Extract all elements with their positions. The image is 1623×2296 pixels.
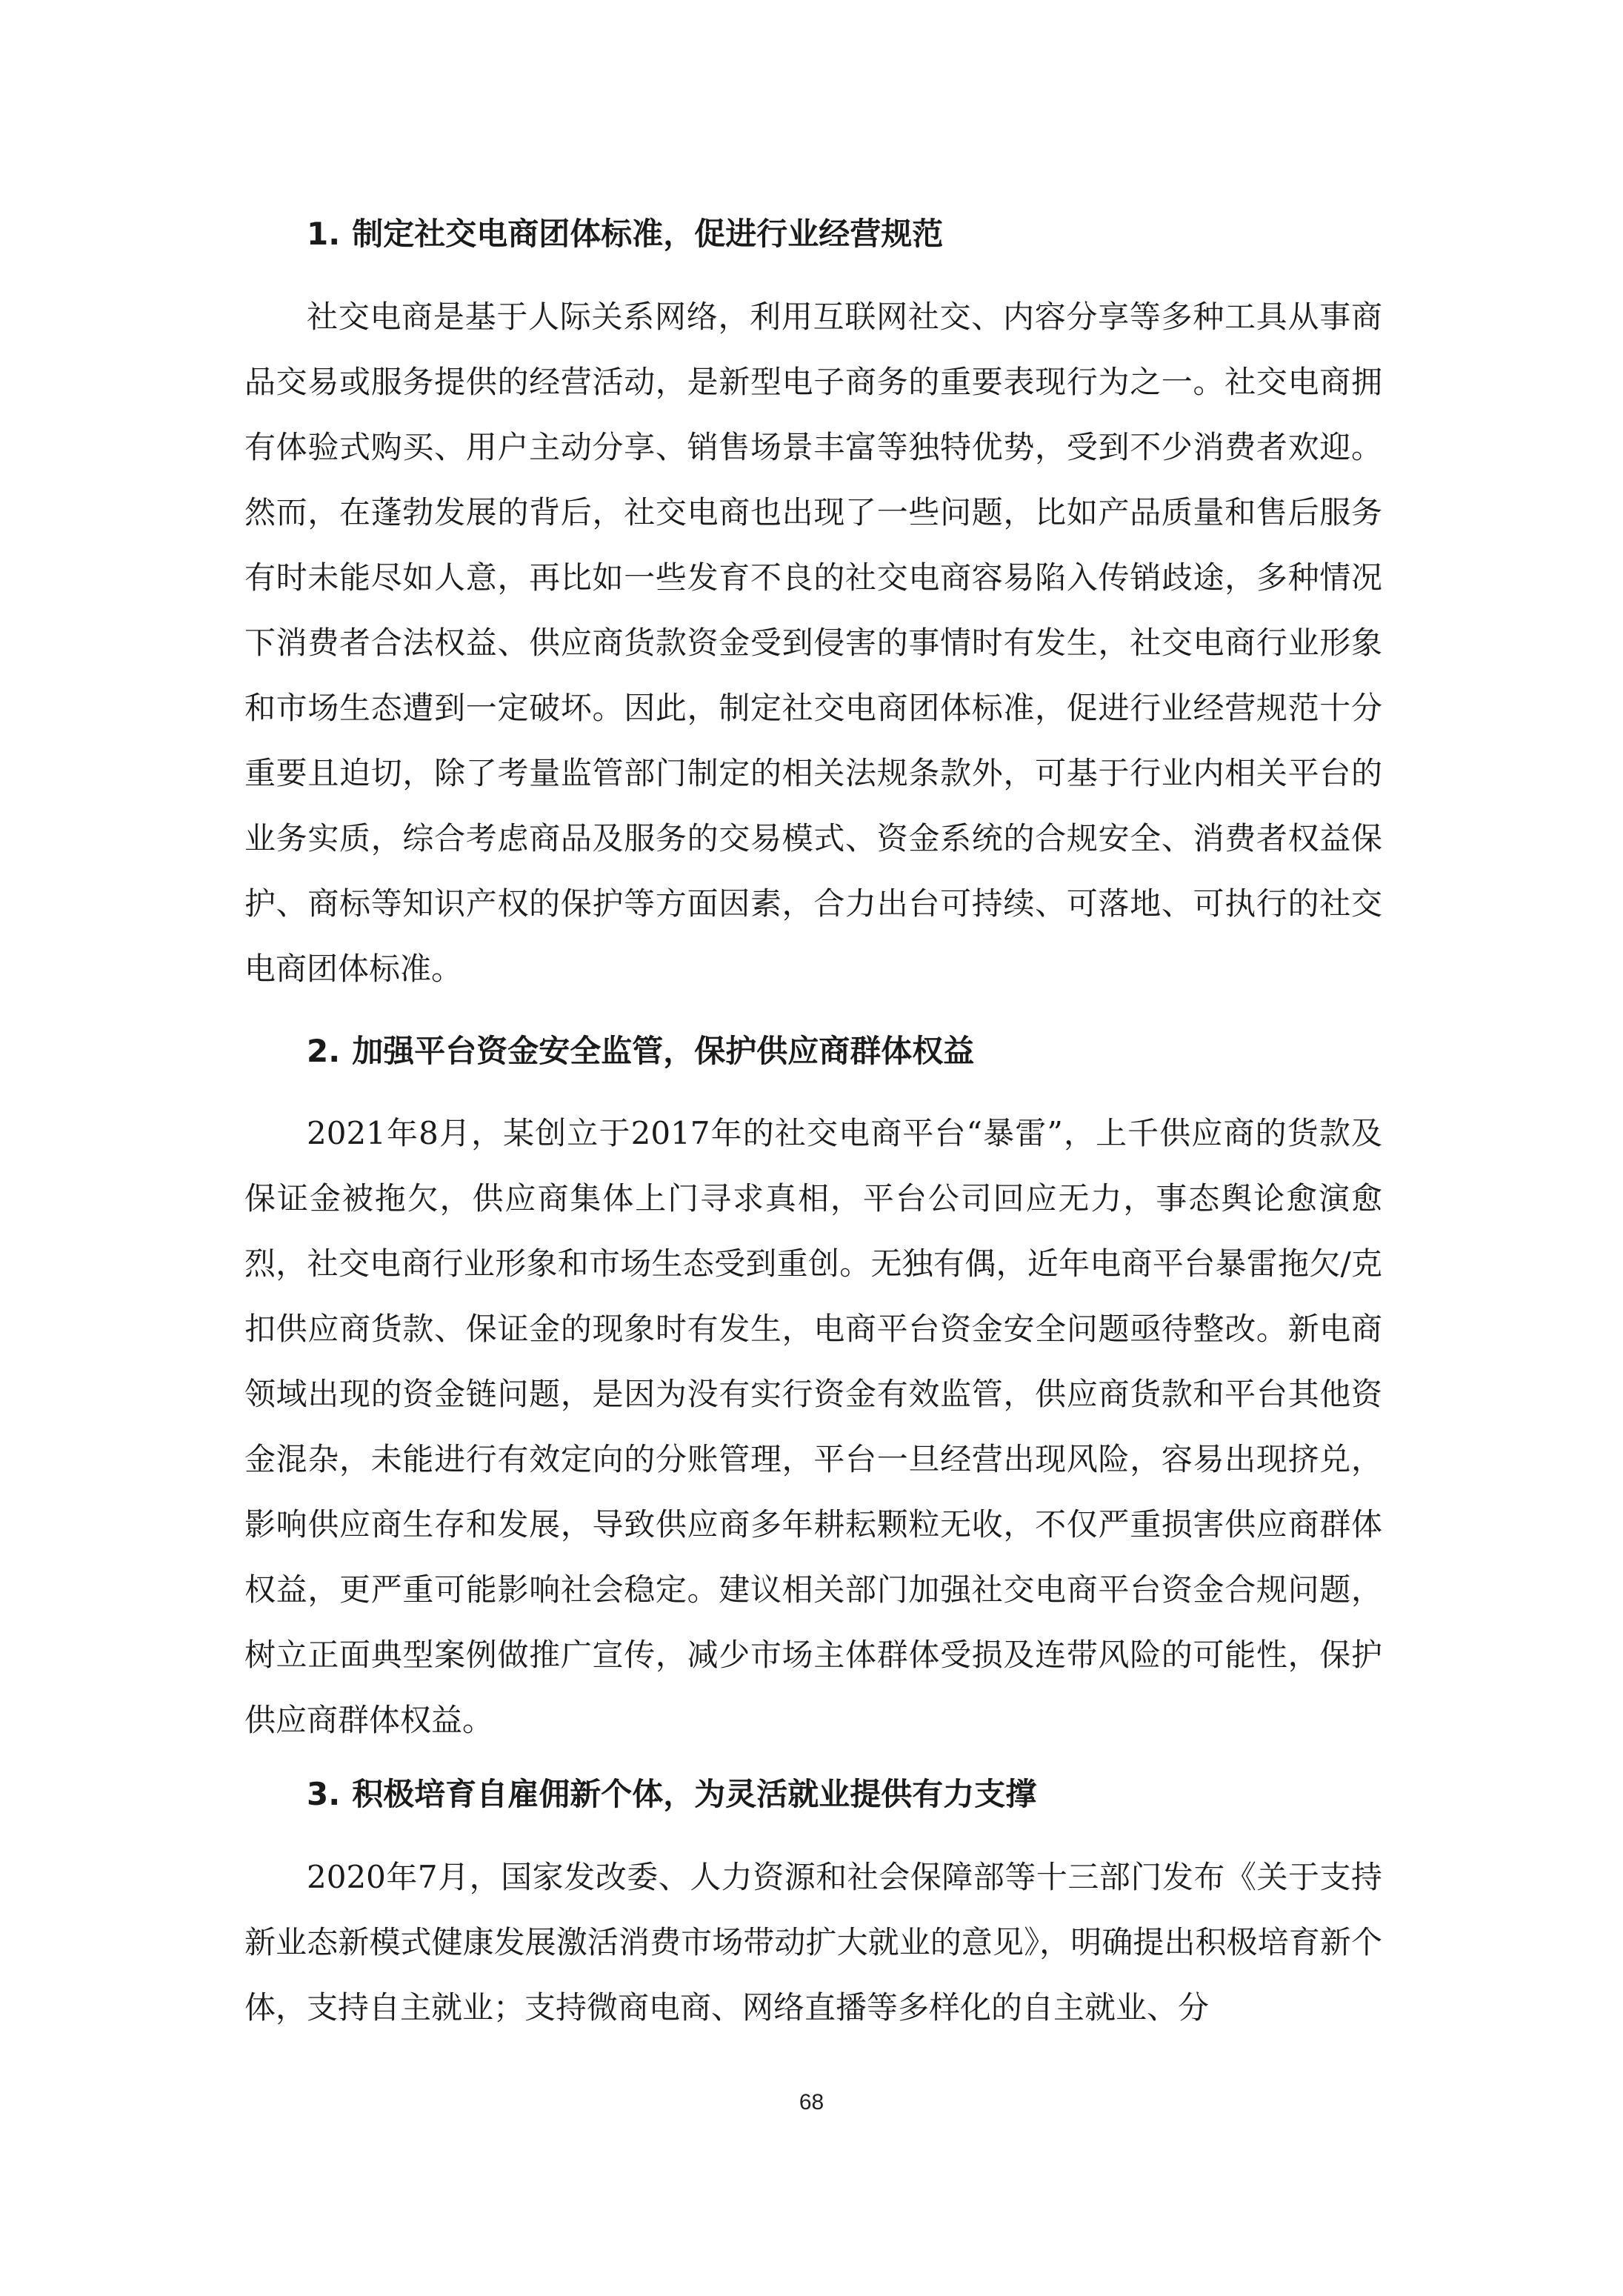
- section-1-heading: [307, 202, 1382, 267]
- section-1-number: 1.: [307, 216, 341, 252]
- section-1-title: 制定社交电商团体标准，促进行业经营规范: [352, 216, 944, 252]
- page-number: 68: [799, 2090, 824, 2114]
- section-3-number: 3.: [307, 1776, 341, 1812]
- section-3-paragraph: 2020年7月，国家发改委、人力资源和社会保障部等十三部门发布《关于支持新业态新模式健康发展激活消费市场带动扩大就业的意见》，明确提出积极培育新个体，支持自主就业；支持微商电商、网络直播等多样化的自主就业、分: [244, 1859, 1382, 2026]
- section-2-title: 加强平台资金安全监管，保护供应商群体权益: [352, 1033, 975, 1069]
- section-1-paragraph: 社交电商是基于人际关系网络，利用互联网社交、内容分享等多种工具从事商品交易或服务提供的经营活动，是新型电子商务的重要表现行为之一。社交电商拥有体验式购买、用户主动分享、销售场景丰富等独特优势，受到不少消费者欢迎。然而，在蓬勃发展的背后，社交电商也出现了一些问题，比如产品质量和售后服务有时未能尽如人意，再比如一些发育不良的社交电商容易陷入传销歧途，多种情况下消费者合法权益、供应商货款资金受到侵害的事情时有发生，社交电商行业形象和市场生态遭到一定破坏。因此，制定社交电商团体标准，促进行业经营规范十分重要且迫切，除了考量监管部门制定的相关法规条款外，可基于行业内相关平台的业务实质，综合考虑商品及服务的交易模式、资金系统的合规安全、消费者权益保护、商标等知识产权的保护等方面因素，合力出台可持续、可落地、可执行的社交电商团体标准。: [244, 299, 1382, 987]
- section-2-number: 2.: [307, 1033, 341, 1069]
- section-3-heading: [307, 1762, 1382, 1827]
- section-2-heading: [307, 1019, 1382, 1084]
- section-2-paragraph: 2021年8月，某创立于2017年的社交电商平台“暴雷”，上千供应商的货款及保证金被拖欠，供应商集体上门寻求真相，平台公司回应无力，事态舆论愈演愈烈，社交电商行业形象和市场生态受到重创。无独有偶，近年电商平台暴雷拖欠/克扣供应商货款、保证金的现象时有发生，电商平台资金安全问题亟待整改。新电商领域出现的资金链问题，是因为没有实行资金有效监管，供应商货款和平台其他资金混杂，未能进行有效定向的分账管理，平台一旦经营出现风险，容易出现挤兑，影响供应商生存和发展，导致供应商多年耕耘颗粒无收，不仅严重损害供应商群体权益，更严重可能影响社会稳定。建议相关部门加强社交电商平台资金合规问题，树立正面典型案例做推广宣传，减少市场主体群体受损及连带风险的可能性，保护供应商群体权益。: [244, 1115, 1382, 1738]
- section-3-title: 积极培育自雇佣新个体，为灵活就业提供有力支撑: [352, 1776, 1037, 1812]
